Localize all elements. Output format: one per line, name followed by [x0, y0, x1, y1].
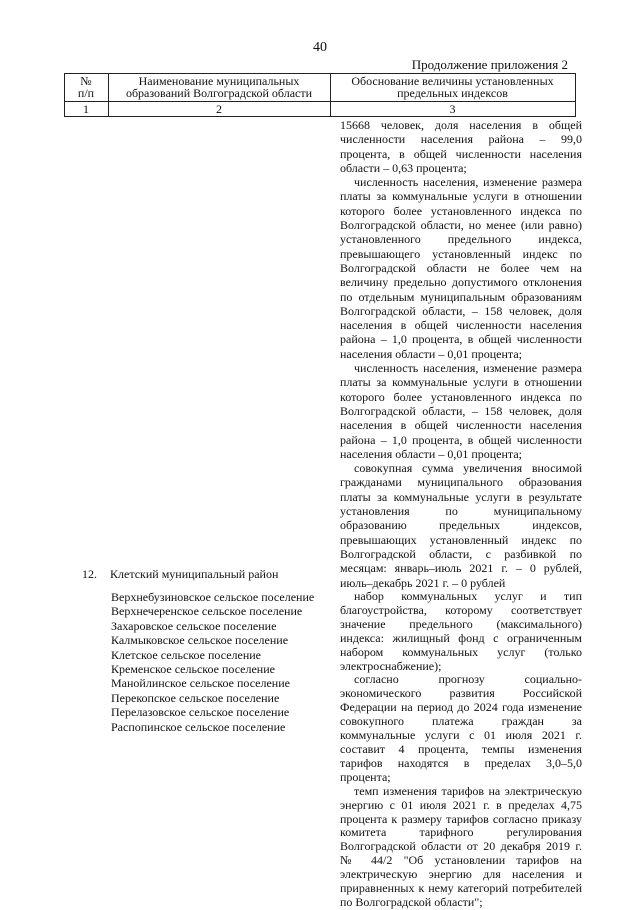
- header-col1: [64, 75, 108, 99]
- header-mid-border: [64, 101, 576, 102]
- paragraph: численность населения, изменение размера платы за коммунальные услуги в отношении которого более установленного индекса по Волгоградской области, но менее (или равно) установленного предельного индекса, превышающего установленный индекс по Волгоградской области не более чем на величину предельно допустимого отклонения по отдельным муниципальным образованиям Волгоградской области, – 158 человек, доля населения в общей численности населения района – 1,0 процента, в общей численности населения области – 0,01 процента;: [340, 175, 582, 361]
- col-number-1: 1: [83, 102, 89, 116]
- col-number-2: 2: [216, 102, 222, 116]
- row-number: 12.: [82, 567, 97, 581]
- settlement-item: Распопинское сельское поселение: [111, 719, 286, 734]
- settlement-item: Калмыковское сельское поселение: [111, 633, 289, 648]
- header-col2: [108, 75, 330, 99]
- table-header: [64, 73, 576, 117]
- settlement-item: Перекопское сельское поселение: [111, 690, 280, 705]
- settlement-item: Клетское сельское поселение: [111, 647, 262, 662]
- prev-row-justification: [340, 118, 582, 590]
- header-col1-line2: п/п: [77, 86, 95, 100]
- paragraph: набор коммунальных услуг и тип благоустройства, которому соответствует значение предельного (максимального) индекса: жилищный фонд с ограниченным набором коммунальных услуг (только электроснабжение);: [340, 589, 582, 673]
- header-col3-line1: Обоснование величины установленных: [351, 74, 554, 88]
- paragraph: темп изменения тарифов на электрическую энергию с 01 июля 2021 г. в пределах 4,75 процента к размеру тарифов согласно приказу комитета тарифного регулирования Волгоградской области от 20 декабря 2019 г. № 44/2 "Об установлении тарифов на электрическую энергию для населения и приравненных к нему категорий потребителей по Волгоградской области";: [340, 783, 582, 909]
- header-col1-line1: №: [80, 74, 92, 88]
- header-col3: [330, 75, 575, 99]
- page-number: 40: [313, 40, 327, 55]
- district-name: Клетский муниципальный район: [110, 567, 279, 581]
- header-col2-line1: Наименование муниципальных: [138, 74, 300, 88]
- settlement-item: Захаровское сельское поселение: [111, 618, 277, 633]
- settlement-item: Верхнечеренское сельское поселение: [111, 604, 303, 619]
- settlement-item: Верхнебузиновское сельское поселение: [111, 590, 315, 604]
- paragraph: численность населения, изменение размера платы за коммунальные услуги в отношении которого более установленного индекса по Волгоградской области, – 158 человек, доля населения в общей численности населения района – 1,0 процента, в общей численности населения области – 0,01 процента;: [340, 361, 582, 461]
- continuation-label: Продолжение приложения 2: [411, 57, 568, 72]
- row12-justification: [340, 590, 582, 910]
- paragraph: 15668 человек, доля населения в общей численности населения района – 99,0 процента, в общей численности населения области – 0,63 процента;: [340, 118, 582, 175]
- settlement-list: [111, 590, 314, 734]
- header-bottom-border: [64, 116, 576, 117]
- header-col3-line2: предельных индексов: [397, 86, 508, 100]
- paragraph: согласно прогнозу социально-экономического развития Российской Федерации на период до 2024 года изменение совокупного платежа граждан за коммунальные услуги с 01 июля 2021 г. составит 4 процента, темпы изменения тарифов находятся в пределах 3,0–5,0 процента;: [340, 672, 582, 784]
- settlement-item: Перелазовское сельское поселение: [111, 705, 290, 720]
- paragraph: совокупная сумма увеличения вносимой гражданами муниципального образования платы за коммунальные услуги в результате установления по муниципальному образованию предельных индексов, превышающих установленный индекс по Волгоградской области, с разбивкой по месяцам: январь–июль 2021 г. – 0 рублей, июль–декабрь 2021 г. – 0 рублей: [340, 461, 582, 590]
- settlement-item: Кременское сельское поселение: [111, 662, 275, 677]
- settlement-item: Манойлинское сельское поселение: [111, 676, 290, 691]
- col-border-right: [575, 73, 576, 117]
- col-number-3: 3: [449, 102, 456, 116]
- header-col2-line2: образований Волгоградской области: [125, 86, 313, 100]
